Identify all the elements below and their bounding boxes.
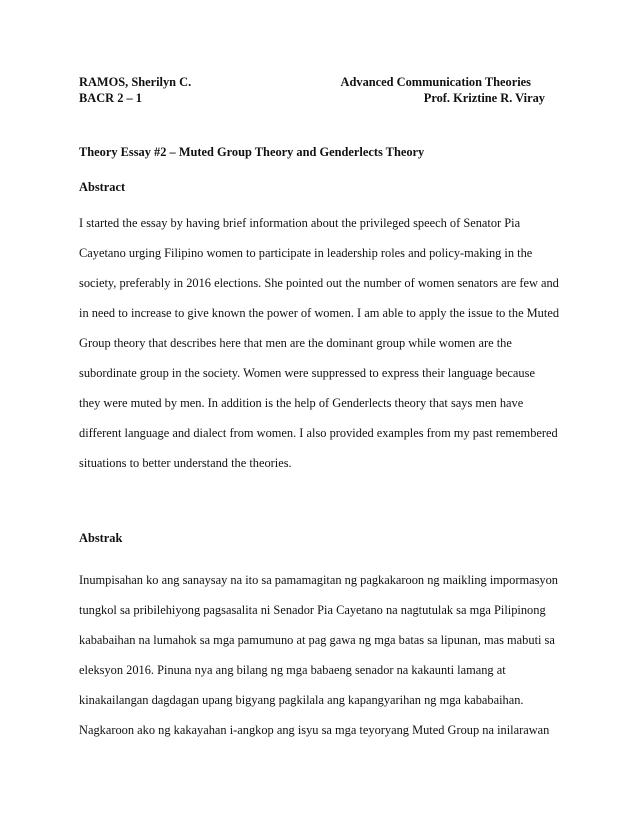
abstract-line: in need to increase to give known the power of women. I am able to apply the issue to the Muted: [79, 306, 560, 320]
abstract-line: they were muted by men. In addition is the help of Genderlects theory that says men have: [79, 396, 524, 410]
abstract-line: Cayetano urging Filipino women to participate in leadership roles and policy-making in the: [79, 246, 533, 260]
abstract-line: subordinate group in the society. Women were suppressed to express their language because: [79, 366, 535, 380]
abstrak-line: eleksyon 2016. Pinuna nya ang bilang ng mga babaeng senador na kakaunti lamang at: [79, 663, 506, 677]
abstract-line: Group theory that describes here that men are the dominant group while women are the: [79, 336, 512, 350]
abstrak-heading: Abstrak: [79, 531, 123, 545]
abstrak-line: kinakailangan dagdagan upang bigyang pagkilala ang kapangyarihan ng mga kababaihan.: [79, 693, 524, 707]
abstrak-line: kababaihan na lumahok sa mga pamumuno at pag gawa ng mga batas sa lipunan, mas mabuti sa: [79, 633, 555, 647]
author-name: RAMOS, Sherilyn C.: [79, 75, 192, 89]
abstract-line: different language and dialect from women. I also provided examples from my past remembered: [79, 426, 558, 440]
essay-title: Theory Essay #2 – Muted Group Theory and Genderlects Theory: [79, 145, 425, 159]
abstrak-line: Nagkaroon ako ng kakayahan i-angkop ang isyu sa mga teyoryang Muted Group na inilarawan: [79, 723, 550, 737]
abstract-heading: Abstract: [79, 180, 126, 194]
abstrak-line: Inumpisahan ko ang sanaysay na ito sa pamamagitan ng pagkakaroon ng maikling impormasyon: [79, 573, 558, 587]
section-code: BACR 2 – 1: [79, 91, 142, 105]
course-name: Advanced Communication Theories: [340, 75, 531, 89]
abstrak-line: tungkol sa pribilehiyong pagsasalita ni Senador Pia Cayetano na nagtutulak sa mga Pilipinong: [79, 603, 546, 617]
professor-name: Prof. Kriztine R. Viray: [423, 91, 545, 105]
abstract-line: I started the essay by having brief information about the privileged speech of Senator Pia: [79, 216, 521, 230]
abstract-line: society, preferably in 2016 elections. She pointed out the number of women senators are few and: [79, 276, 559, 290]
abstract-line: situations to better understand the theories.: [79, 456, 292, 470]
